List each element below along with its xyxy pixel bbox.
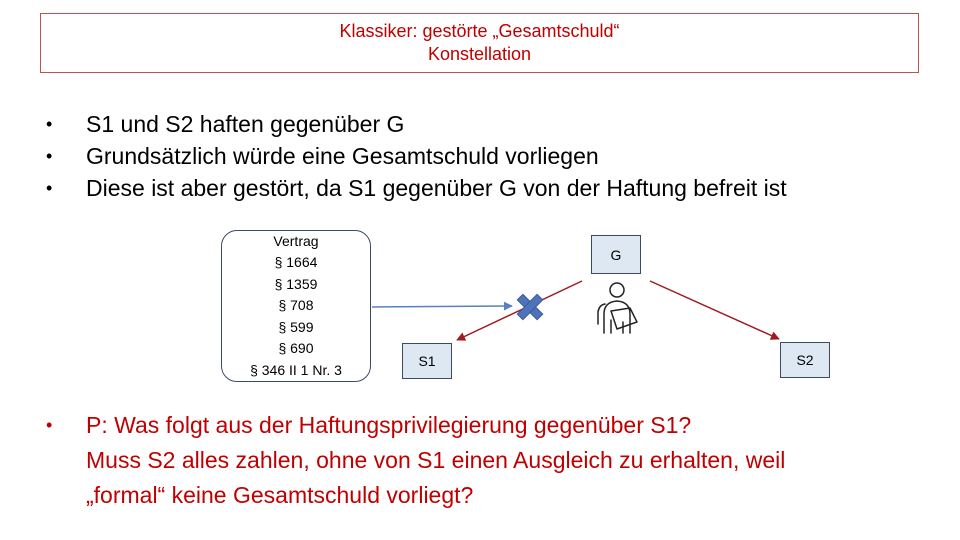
norm-item: § 346 II 1 Nr. 3 — [250, 361, 342, 378]
title-line-2: Konstellation — [427, 44, 532, 64]
party-s2-label: S2 — [796, 352, 814, 368]
question-line: Muss S2 alles zahlen, ohne von S1 einen Ausgleich zu erhalten, weil — [86, 447, 786, 473]
question-line: „formal“ keine Gesamtschuld vorliegt? — [86, 482, 474, 508]
question-bullet-dot: • — [46, 415, 53, 435]
norm-item: § 708 — [278, 297, 314, 314]
norm-item: § 690 — [278, 340, 314, 357]
bullet-dot: • — [46, 114, 53, 134]
question-block — [44, 408, 924, 513]
arrow-g-to-s2 — [650, 281, 779, 339]
norms-box — [221, 230, 371, 382]
bullet-text: S1 und S2 haften gegenüber G — [86, 111, 405, 137]
norm-item: § 599 — [278, 318, 314, 335]
arrow-g-to-s1 — [457, 281, 582, 340]
bullet-dot: • — [46, 178, 53, 198]
party-g-label: G — [610, 246, 622, 263]
party-s2-box — [780, 342, 830, 378]
bullet-dot: • — [46, 146, 53, 166]
norm-item: Vertrag — [273, 232, 319, 249]
bullet-text: Diese ist aber gestört, da S1 gegenüber G von der Haftung befreit ist — [86, 175, 787, 201]
party-s1-box — [402, 343, 452, 379]
cross-icon — [510, 287, 550, 327]
injured-person-icon — [598, 283, 637, 333]
title-line-1: Klassiker: gestörte „Gesamtschuld“ — [339, 21, 620, 41]
norm-item: § 1664 — [274, 254, 318, 271]
arrow-norms-to-cross — [372, 306, 512, 307]
norm-item: § 1359 — [274, 275, 318, 292]
question-line: P: Was folgt aus der Haftungsprivilegierung gegenüber S1? — [86, 412, 692, 438]
party-s1-label: S1 — [418, 353, 436, 369]
party-g-box — [591, 235, 641, 274]
bullet-text: Grundsätzlich würde eine Gesamtschuld vorliegen — [86, 143, 599, 169]
